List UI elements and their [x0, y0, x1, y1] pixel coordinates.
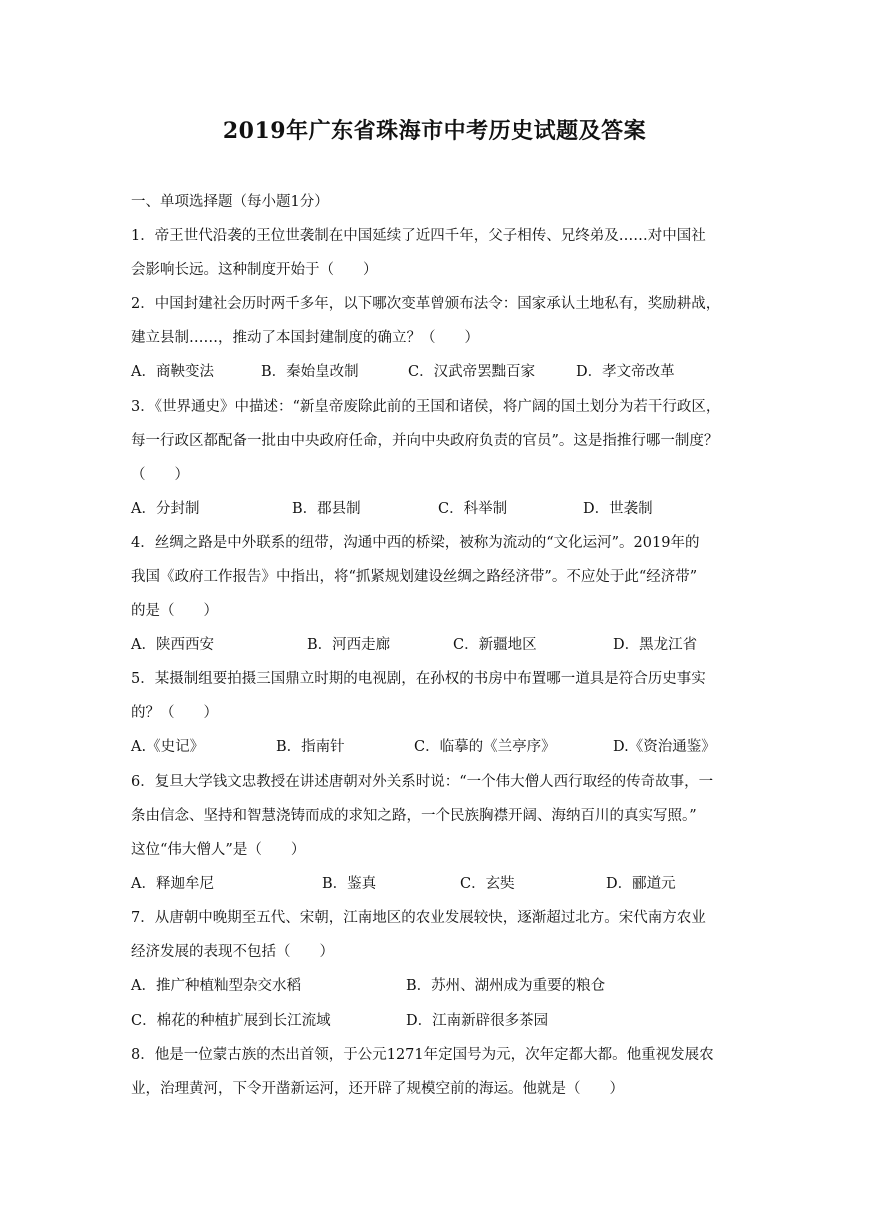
q5-option-a: A.《史记》 [131, 739, 205, 755]
q2-line-2: 建立县制……，推动了本国封建制度的确立？（ ） [131, 330, 479, 346]
q2-option-b: B．秦始皇改制 [261, 364, 359, 380]
q3-line-2: 每一行政区都配备一批由中央政府任命，并向中央政府负责的官员”。这是指推行哪一制度？ [131, 433, 719, 449]
q6-line-3: 这位“伟大僧人”是（ ） [131, 842, 306, 858]
q4-line-3: 的是（ ） [131, 603, 218, 619]
q7-line-1: 7．从唐朝中晚期至五代、宋朝，江南地区的农业发展较快，逐渐超过北方。宋代南方农业 [131, 910, 706, 926]
q4-option-c: C．新疆地区 [453, 637, 537, 653]
q2-option-a: A．商鞅变法 [131, 364, 214, 380]
q4-option-b: B．河西走廊 [307, 637, 391, 653]
q7-option-a: A．推广种植籼型杂交水稻 [131, 978, 301, 994]
q2-line-1: 2．中国封建社会历时两千多年，以下哪次变革曾颁布法令：国家承认土地私有，奖励耕战， [131, 296, 721, 312]
q5-option-c: C．临摹的《兰亭序》 [414, 739, 556, 755]
document-title: 2019年广东省珠海市中考历史试题及答案 [222, 118, 647, 144]
q7-option-c: C．棉花的种植扩展到长江流域 [131, 1013, 331, 1029]
q3-line-3: （ ） [131, 467, 189, 483]
q7-option-b: B．苏州、湖州成为重要的粮仓 [406, 978, 606, 994]
q4-option-a: A．陕西西安 [131, 637, 214, 653]
q3-line-1: 3．《世界通史》中描述：“新皇帝废除此前的王国和诸侯，将广阔的国土划分为若干行政区， [131, 399, 721, 415]
q1-line-2: 会影响长远。这种制度开始于（ ） [131, 262, 378, 278]
q4-option-d: D．黑龙江省 [613, 637, 698, 653]
q6-option-d: D．郦道元 [606, 876, 676, 892]
q7-line-2: 经济发展的表现不包括（ ） [131, 944, 334, 960]
q7-option-d: D．江南新辟很多茶园 [406, 1013, 549, 1029]
q4-line-2: 我国《政府工作报告》中指出，将“抓紧规划建设丝绸之路经济带”。不应处于此“经济带” [131, 569, 698, 585]
q6-line-2: 条由信念、坚持和智慧浇铸而成的求知之路，一个民族胸襟开阔、海纳百川的真实写照。” [131, 808, 697, 824]
q5-line-1: 5．某摄制组要拍摄三国鼎立时期的电视剧，在孙权的书房中布置哪一道具是符合历史事实 [131, 671, 706, 687]
q2-option-d: D．孝文帝改革 [576, 364, 675, 380]
q4-line-1: 4．丝绸之路是中外联系的纽带，沟通中西的桥梁，被称为流动的“文化运河”。2019年的 [131, 535, 700, 551]
q8-line-2: 业，治理黄河，下令开凿新运河，还开辟了规模空前的海运。他就是（ ） [131, 1081, 624, 1097]
q5-option-d: D.《资治通鉴》 [613, 739, 716, 755]
q8-line-1: 8．他是一位蒙古族的杰出首领，于公元1271年定国号为元，次年定都大都。他重视发展农 [131, 1047, 714, 1063]
q1-line-1: 1．帝王世代沿袭的王位世袭制在中国延续了近四千年，父子相传、兄终弟及……对中国社 [131, 228, 706, 244]
q6-option-b: B．鉴真 [322, 876, 377, 892]
q6-line-1: 6．复旦大学钱文忠教授在讲述唐朝对外关系时说：“一个伟大僧人西行取经的传奇故事，一 [131, 774, 714, 790]
q3-option-d: D．世袭制 [583, 501, 653, 517]
q3-option-c: C．科举制 [438, 501, 508, 517]
q5-option-b: B．指南针 [276, 739, 345, 755]
q5-line-2: 的？（ ） [131, 705, 218, 721]
q3-option-a: A．分封制 [131, 501, 200, 517]
q2-option-c: C．汉武帝罢黜百家 [408, 364, 536, 380]
section-heading: 一、单项选择题（每小题1分） [131, 194, 329, 210]
q6-option-a: A．释迦牟尼 [131, 876, 214, 892]
q3-option-b: B．郡县制 [292, 501, 361, 517]
q6-option-c: C．玄奘 [460, 876, 515, 892]
